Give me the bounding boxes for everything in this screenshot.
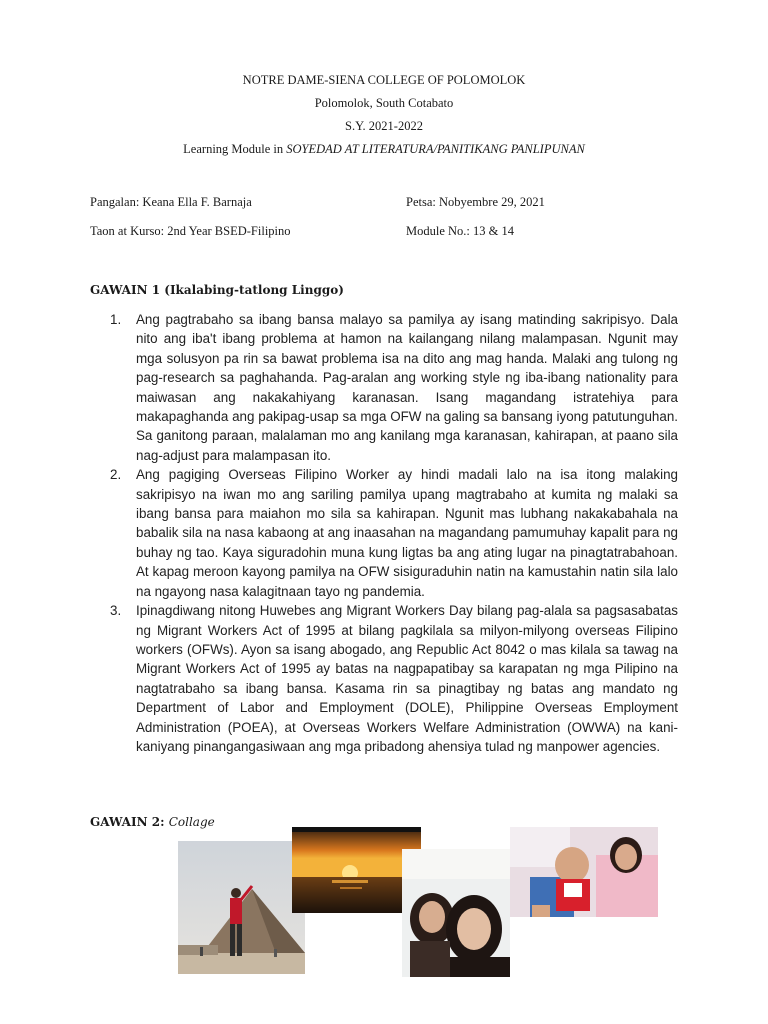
list-item-number: 3. — [110, 603, 122, 619]
list-item — [110, 310, 678, 465]
gawain2-title-prefix: GAWAIN 2: — [90, 815, 169, 829]
module-number: Module No.: 13 & 14 — [406, 224, 514, 238]
pyramid-photo — [178, 841, 305, 974]
baby-photo — [510, 827, 658, 917]
gawain1-list — [110, 310, 678, 756]
school-location: Polomolok, South Cotabato — [314, 96, 454, 110]
module-subject: SOYEDAD AT LITERATURA/PANITIKANG PANLIPUNAN — [286, 142, 585, 156]
list-item-text: Ipinagdiwang nitong Huwebes ang Migrant Workers Day bilang pag-alala sa pagsasabatas ng Migrant Workers Act of 1995 at bilang pagkilala sa milyon-milyong overseas Filipino workers (OFWs). Ayon sa isang abogado, ang Republic Act 8042 o mas kilala sa tawag na Migrant Workers Act of 1995 ay batas na nagpapatibay sa karapatan ng mga Pilipino na nagtatrabaho sa ibang bansa. Kasama rin sa pinagtibay ng batas ang mandato ng Department of Labor and Employment (DOLE), Philippine Overseas Employment Administration (POEA), at Overseas Workers Welfare Administration (OWWA) na kani-kaniyang pinangangasiwaan ang mga pribadong ahensiya tulad ng manpower agencies. — [136, 603, 678, 754]
school-year: S.Y. 2021-2022 — [345, 119, 423, 133]
selfie-photo — [402, 849, 510, 977]
list-item-number: 1. — [110, 312, 122, 327]
module-title — [0, 141, 768, 157]
school-name: NOTRE DAME-SIENA COLLEGE OF POLOMOLOK — [242, 73, 526, 87]
module-title-prefix: Learning Module in — [183, 142, 287, 156]
list-item — [110, 465, 678, 601]
date-field: Petsa: Nobyembre 29, 2021 — [406, 195, 545, 209]
list-item-number: 2. — [110, 467, 122, 483]
list-item-text: Ang pagtrabaho sa ibang bansa malayo sa pamilya ay isang matinding sakripisyo. Dala nito ang iba't ibang problema at hamon na kailangang nilang malampasan. Ngunit may mga solusyon pa rin sa bawat problema isa na dito ang mag handa. Malaki ang tulong ng pag-research sa paghahanda. Pag-aralan ang working style ng iba-ibang nationality para maiwasan ang nakakahiyang karanasan. Isang magandang istratehiya para makapaghanda ang pakipag-usap sa mga OFW na galing sa bansang iyong patutunguhan. Sa ganitong paraan, malalaman mo ang kanilang mga karanasan, kahirapan, at paano sila nag-adjust para malampasan ito. — [136, 312, 678, 463]
gawain2-title-sub: Collage — [168, 815, 215, 829]
gawain1-title: GAWAIN 1 (Ikalabing-tatlong Linggo) — [90, 283, 344, 297]
gawain2-title — [90, 815, 215, 829]
course-field: Taon at Kurso: 2nd Year BSED-Filipino — [90, 224, 291, 238]
list-item — [110, 601, 678, 756]
student-name: Pangalan: Keana Ella F. Barnaja — [90, 195, 252, 209]
list-item-text: Ang pagiging Overseas Filipino Worker ay hindi madali lalo na isa itong malaking sakripisyo na iwan mo ang sariling pamilya upang magtrabaho at kumita ng malaki sa ibang bansa para maiahon mo sila sa kahirapan. Ngunit mas lubhang nakakabahala na babalik sila na nasa kabaong at ang inaasahan na magandang pamumuhay kapalit para ng buhay ng tao. Kaya siguradohin muna kung ligtas ba ang ating lugar na pinagtatrabahoan. At kapag meroon kayong pamilya na OFW sisiguraduhin natin na kamustahin natin sila lalo na ngayong nasa kalagitnaan tayo ng pandemia. — [136, 467, 678, 599]
